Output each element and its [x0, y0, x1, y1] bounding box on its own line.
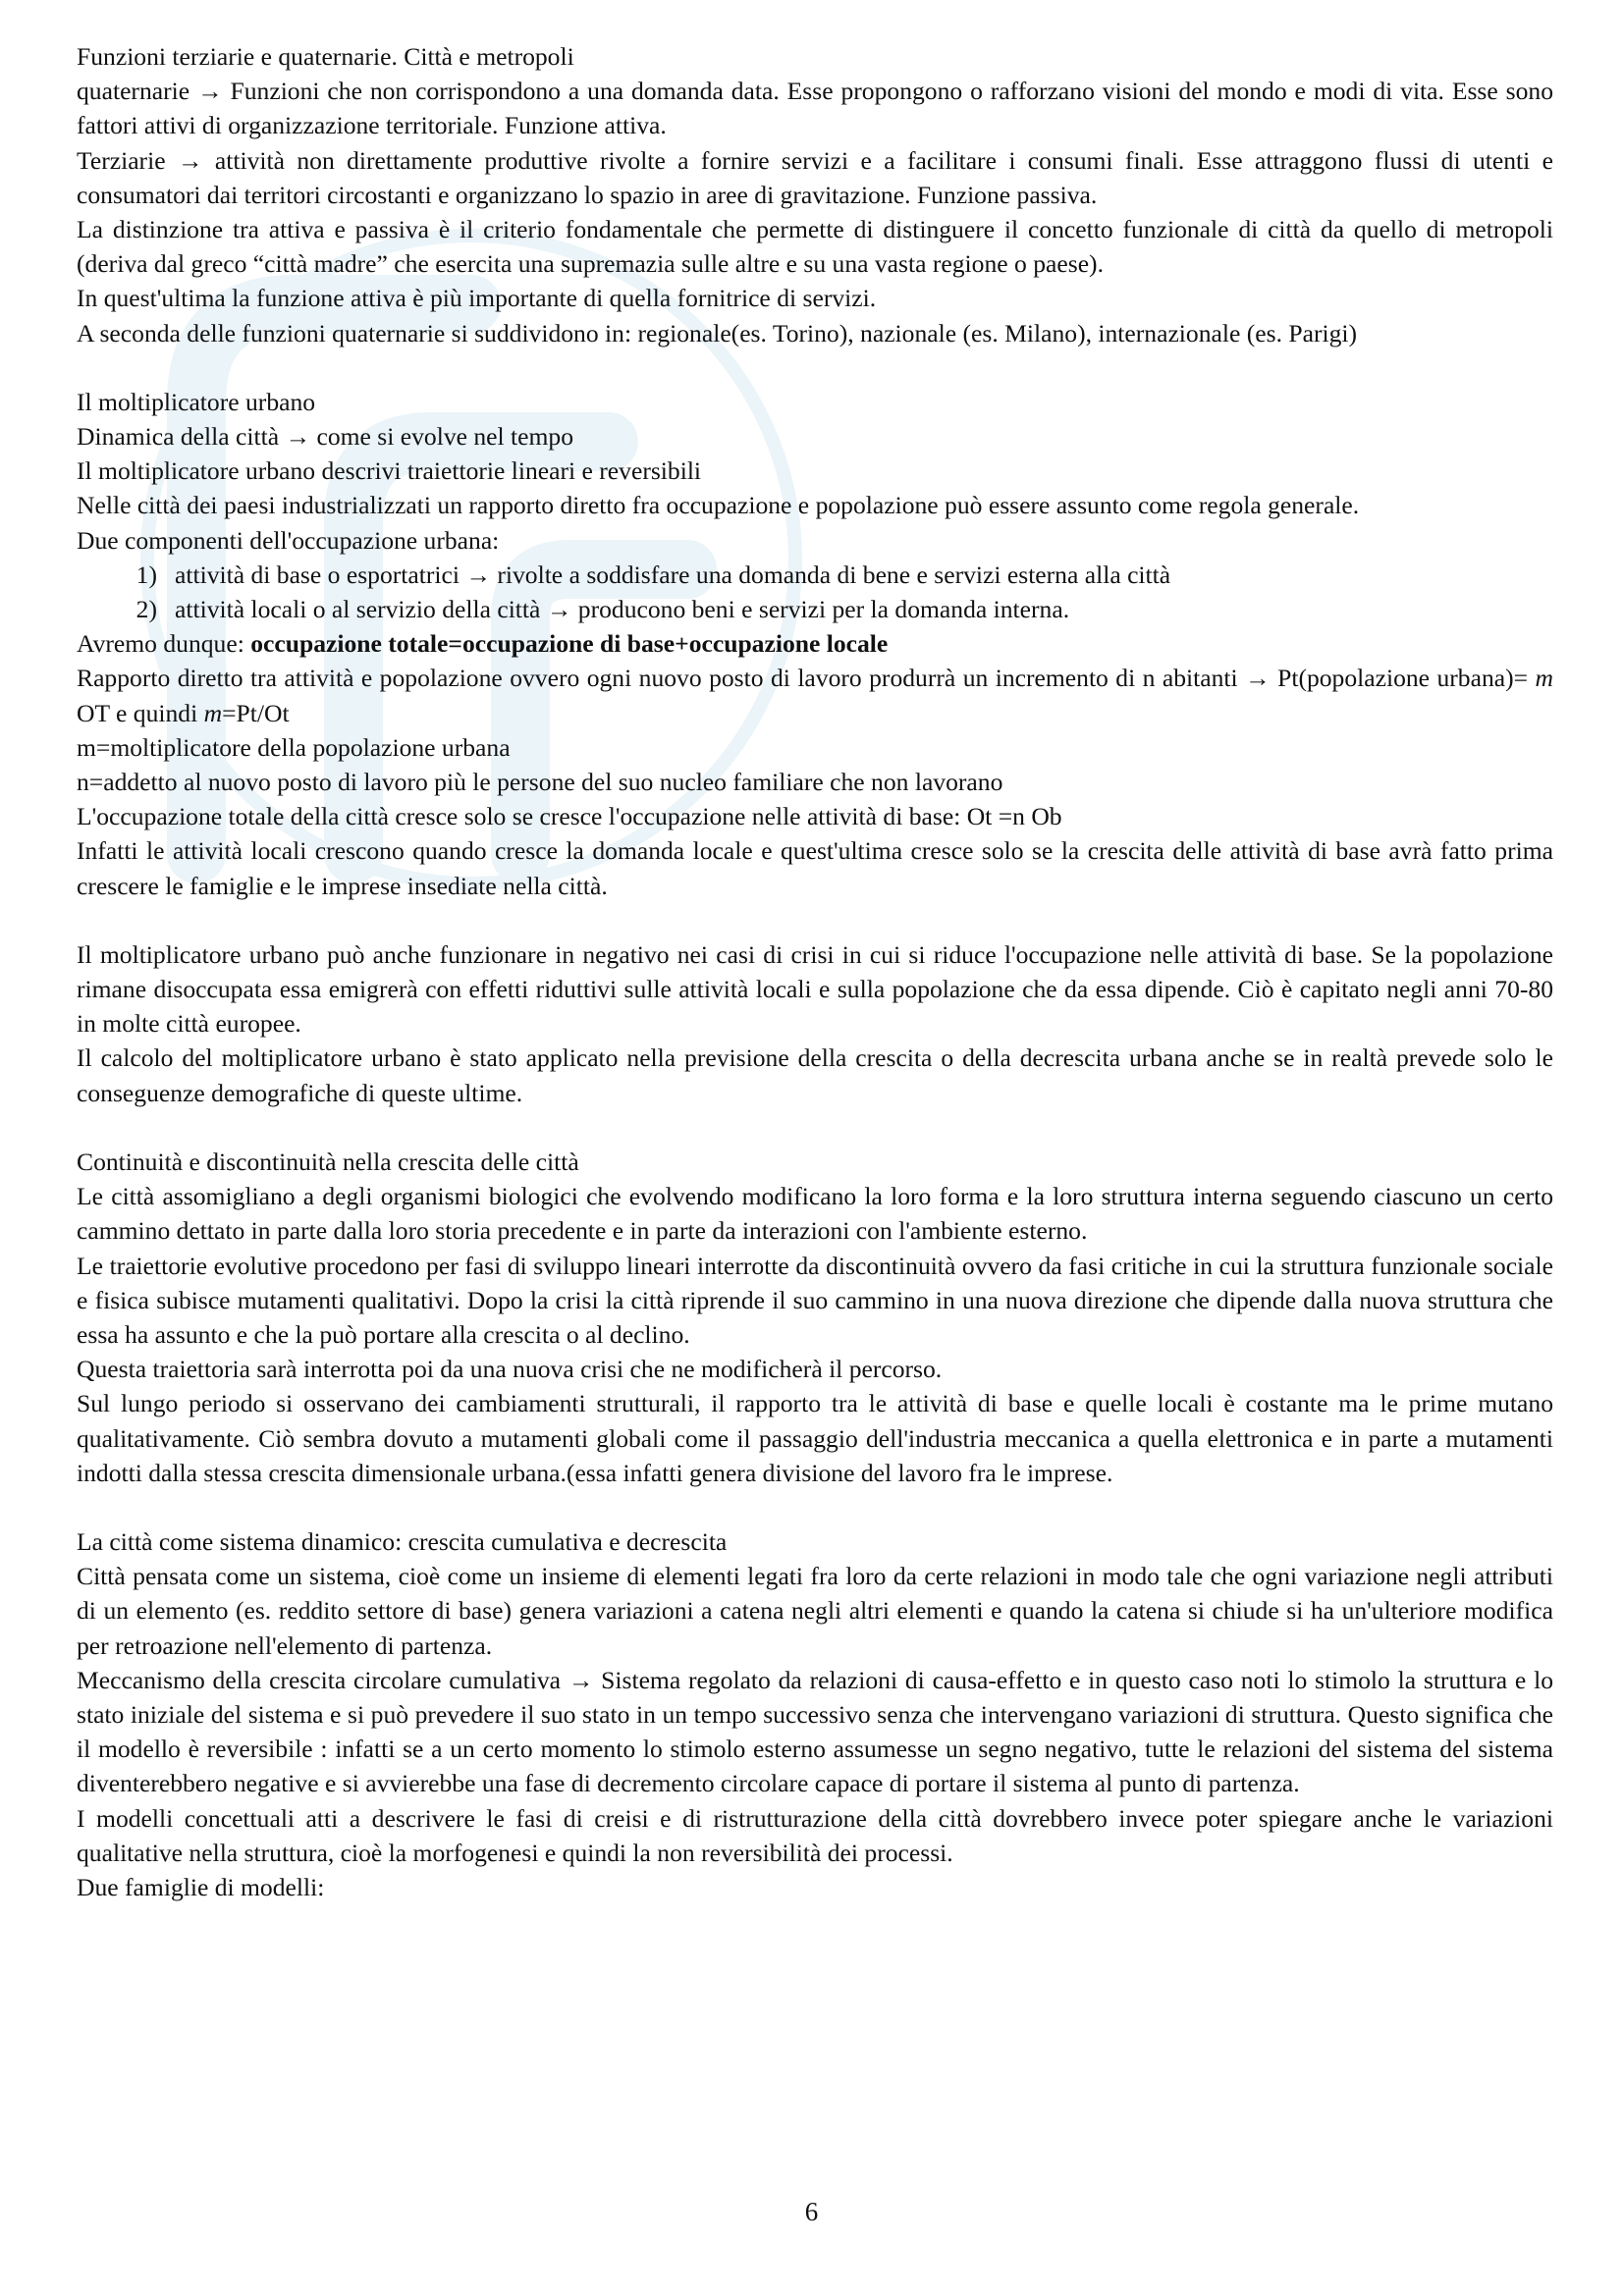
- section-title: Funzioni terziarie e quaternarie. Città e metropoli: [77, 42, 574, 71]
- list-text: attività di base o esportatrici → rivolte a soddisfare una domanda di bene e servizi esterna alla città: [175, 560, 1171, 589]
- page-number: 6: [804, 2197, 819, 2226]
- document-body: [77, 39, 1553, 1904]
- paragraph: Questa traiettoria sarà interrotta poi da una nuova crisi che ne modificherà il percorso.: [77, 1355, 943, 1384]
- paragraph: Le traiettorie evolutive procedono per fasi di sviluppo lineari interrotte da discontinuità ovvero da fasi critiche in cui la struttura funzionale sociale e fisica subisce mutamenti qualitativi. Dopo la crisi la città riprende il suo cammino in una nuova direzione che dipende dalla nuova struttura che essa ha assunto e che la può portare alla crescita o al declino.: [77, 1251, 1553, 1349]
- paragraph: Il moltiplicatore urbano può anche funzionare in negativo nei casi di crisi in cui si riduce l'occupazione nelle attività di base. Se la popolazione rimane disoccupata essa emigrerà con effetti riduttivi sulle attività locali e sulla popolazione che da essa dipende. Ciò è capitato negli anni 70-80 in molte città europee.: [77, 939, 1553, 1039]
- list-number: 1): [135, 560, 157, 589]
- list-item: [77, 592, 1553, 626]
- section-title: Il moltiplicatore urbano: [77, 387, 316, 416]
- section-title: La città come sistema dinamico: crescita cumulativa e decrescita: [77, 1526, 728, 1556]
- bold-formula: occupazione totale=occupazione di base+occupazione locale: [250, 629, 889, 659]
- paragraph: I modelli concettuali atti a descrivere le fasi di creisi e di ristrutturazione della città dovrebbero invece poter spiegare anche le variazioni qualitative nella struttura, cioè la morfogenesi e quindi la non reversibilità dei processi.: [77, 1803, 1553, 1867]
- text-run: OT e quindi: [77, 698, 204, 727]
- italic-symbol: m: [203, 698, 223, 727]
- list-text: attività locali o al servizio della città → producono beni e servizi per la domanda interna.: [175, 595, 1070, 624]
- paragraph: Dinamica della città → come si evolve nel tempo: [77, 422, 574, 452]
- paragraph: Due componenti dell'occupazione urbana:: [77, 525, 500, 555]
- paragraph: L'occupazione totale della città cresce solo se cresce l'occupazione nelle attività di base: Ot =n Ob: [77, 802, 1062, 831]
- paragraph: [77, 661, 1553, 729]
- paragraph: [77, 626, 1553, 661]
- paragraph: m=moltiplicatore della popolazione urbana: [77, 732, 511, 762]
- paragraph: Meccanismo della crescita circolare cumulativa → Sistema regolato da relazioni di causa-effetto e in questo caso noti lo stimolo la struttura e lo stato iniziale del sistema e si può prevedere il suo stato in un tempo successivo senza che intervengano variazioni di struttura. Questo significa che il modello è reversibile : infatti se a un certo momento lo stimolo esterno assumesse un segno negativo, tutte le relazioni del sistema del sistema diventerebbero negative e si avvierebbe una fase di decremento circolare capace di portare il sistema al punto di partenza.: [77, 1665, 1553, 1798]
- paragraph: Il calcolo del moltiplicatore urbano è stato applicato nella previsione della crescita o della decrescita urbana anche se in realtà prevede solo le conseguenze demografiche di queste ultime.: [77, 1043, 1553, 1107]
- paragraph: Il moltiplicatore urbano descrivi traiettorie lineari e reversibili: [77, 456, 702, 486]
- paragraph: A seconda delle funzioni quaternarie si suddividono in: regionale(es. Torino), nazionale (es. Milano), internazionale (es. Parigi): [77, 318, 1358, 347]
- paragraph: Le città assomigliano a degli organismi biologici che evolvendo modificano la loro forma e la loro struttura interna seguendo ciascuno un certo cammino dettato in parte dalla loro storia precedente e in parte da interazioni con l'ambiente esterno.: [77, 1182, 1553, 1246]
- paragraph: In quest'ultima la funzione attiva è più importante di quella fornitrice di servizi.: [77, 284, 877, 313]
- text-run: Avremo dunque:: [77, 629, 251, 659]
- paragraph: Terziarie → attività non direttamente produttive rivolte a fornire servizi e a facilitare i consumi finali. Esse attraggono flussi di utenti e consumatori dai territori circostanti e organizzano lo spazio in aree di gravitazione. Funzione passiva.: [77, 145, 1553, 209]
- paragraph: Sul lungo periodo si osservano dei cambiamenti strutturali, il rapporto tra le attività di base e quelle locali è costante ma le prime mutano qualitativamente. Ciò sembra dovuto a mutamenti globali come il passaggio dell'industria meccanica a quella elettronica e in parte a mutamenti indotti dalla stessa crescita dimensionale urbana.(essa infatti genera divisione del lavoro fra le imprese.: [77, 1389, 1553, 1487]
- paragraph: quaternarie → Funzioni che non corrispondono a una domanda data. Esse propongono o rafforzano visioni del mondo e modi di vita. Esse sono fattori attivi di organizzazione territoriale. Funzione attiva.: [77, 77, 1553, 140]
- list-number: 2): [135, 595, 157, 624]
- list-item: [77, 558, 1553, 592]
- paragraph: Due famiglie di modelli:: [77, 1872, 325, 1901]
- text-run: Rapporto diretto tra attività e popolazione ovvero ogni nuovo posto di lavoro produrrà un incremento di n abitanti → Pt(popolazione urbana)=: [77, 664, 1536, 693]
- paragraph: Infatti le attività locali crescono quando cresce la domanda locale e quest'ultima cresce solo se la crescita delle attività di base avrà fatto prima crescere le famiglie e le imprese insediate nella città.: [77, 836, 1553, 900]
- paragraph: Città pensata come un sistema, cioè come un insieme di elementi legati fra loro da certe relazioni in modo tale che ogni variazione negli attributi di un elemento (es. reddito settore di base) genera variazioni a catena negli altri elementi e quando la catena si chiude si ha un'ulteriore modifica per retroazione nell'elemento di partenza.: [77, 1562, 1553, 1660]
- italic-symbol: m: [1535, 664, 1553, 693]
- paragraph: La distinzione tra attiva e passiva è il criterio fondamentale che permette di distinguere il concetto funzionale di città da quello di metropoli (deriva dal greco “città madre” che esercita una supremazia sulle altre e su una vasta regione o paese).: [77, 215, 1553, 279]
- paragraph: Nelle città dei paesi industrializzati un rapporto diretto fra occupazione e popolazione può essere assunto come regola generale.: [77, 491, 1360, 520]
- section-title: Continuità e discontinuità nella crescita delle città: [77, 1147, 579, 1176]
- paragraph: n=addetto al nuovo posto di lavoro più le persone del suo nucleo familiare che non lavorano: [77, 768, 1003, 797]
- numbered-list: [77, 558, 1553, 626]
- text-run: =Pt/Ot: [222, 698, 290, 727]
